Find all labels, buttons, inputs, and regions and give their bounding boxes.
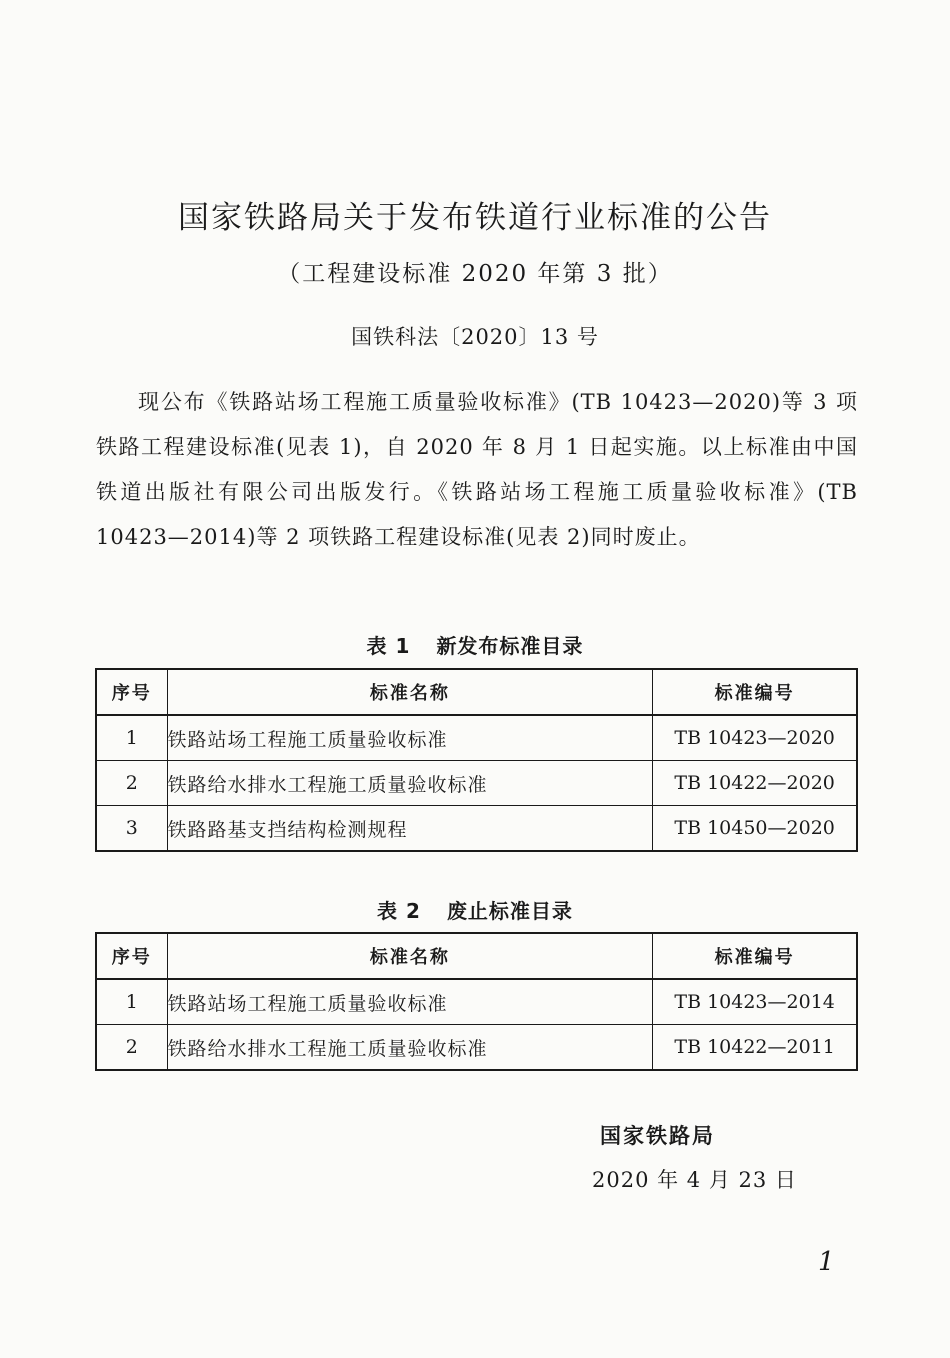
row-serial: 2 bbox=[96, 761, 167, 806]
header-standard-name: 标准名称 bbox=[167, 669, 653, 715]
header-standard-name: 标准名称 bbox=[167, 933, 653, 979]
row-standard-code: TB 10422—2011 bbox=[653, 1025, 857, 1071]
header-serial: 序号 bbox=[96, 669, 167, 715]
announcement-body: 现公布《铁路站场工程施工质量验收标准》(TB 10423—2020)等 3 项铁路工程建设标准(见表 1)，自 2020 年 8 月 1 日起实施。以上标准由中国铁道出版社有限公司出版发行。《铁路站场工程施工质量验收标准》(TB 10423—2014)等 2 项铁路工程建设标准(见表 2)同时废止。 bbox=[96, 390, 858, 549]
announcement-subtitle: （工程建设标准 2020 年第 3 批） bbox=[277, 261, 673, 287]
table-row bbox=[96, 1025, 857, 1071]
signing-organization: 国家铁路局 bbox=[600, 1124, 715, 1148]
header-standard-code: 标准编号 bbox=[653, 933, 857, 979]
table-row bbox=[96, 715, 857, 761]
table-row bbox=[96, 806, 857, 852]
abolished-standards-table bbox=[95, 932, 858, 1071]
table2-caption-number: 表 2 bbox=[377, 899, 421, 923]
row-standard-code: TB 10422—2020 bbox=[653, 761, 857, 806]
table2-caption-title: 废止标准目录 bbox=[446, 899, 573, 923]
document-number: 国铁科法〔2020〕13 号 bbox=[351, 325, 599, 349]
page-number: 1 bbox=[818, 1247, 835, 1277]
table-header-row bbox=[96, 933, 857, 979]
table2-caption bbox=[0, 895, 950, 924]
row-standard-code: TB 10423—2014 bbox=[653, 979, 857, 1025]
row-serial: 1 bbox=[96, 715, 167, 761]
row-standard-name: 铁路站场工程施工质量验收标准 bbox=[167, 979, 653, 1025]
table1-caption-number: 表 1 bbox=[366, 634, 411, 658]
header-standard-code: 标准编号 bbox=[653, 669, 857, 715]
row-standard-name: 铁路给水排水工程施工质量验收标准 bbox=[167, 1025, 653, 1071]
signing-date: 2020 年 4 月 23 日 bbox=[592, 1168, 797, 1192]
table-header-row bbox=[96, 669, 857, 715]
row-serial: 2 bbox=[96, 1025, 167, 1071]
header-serial: 序号 bbox=[96, 933, 167, 979]
row-serial: 1 bbox=[96, 979, 167, 1025]
new-standards-table bbox=[95, 668, 858, 852]
table1-caption bbox=[0, 630, 950, 659]
row-standard-name: 铁路路基支挡结构检测规程 bbox=[167, 806, 653, 852]
row-standard-code: TB 10423—2020 bbox=[653, 715, 857, 761]
row-standard-name: 铁路站场工程施工质量验收标准 bbox=[167, 715, 653, 761]
row-serial: 3 bbox=[96, 806, 167, 852]
table1-caption-title: 新发布标准目录 bbox=[436, 634, 584, 658]
announcement-title: 国家铁路局关于发布铁道行业标准的公告 bbox=[178, 200, 772, 236]
table-row bbox=[96, 979, 857, 1025]
table-row bbox=[96, 761, 857, 806]
row-standard-name: 铁路给水排水工程施工质量验收标准 bbox=[167, 761, 653, 806]
row-standard-code: TB 10450—2020 bbox=[653, 806, 857, 852]
